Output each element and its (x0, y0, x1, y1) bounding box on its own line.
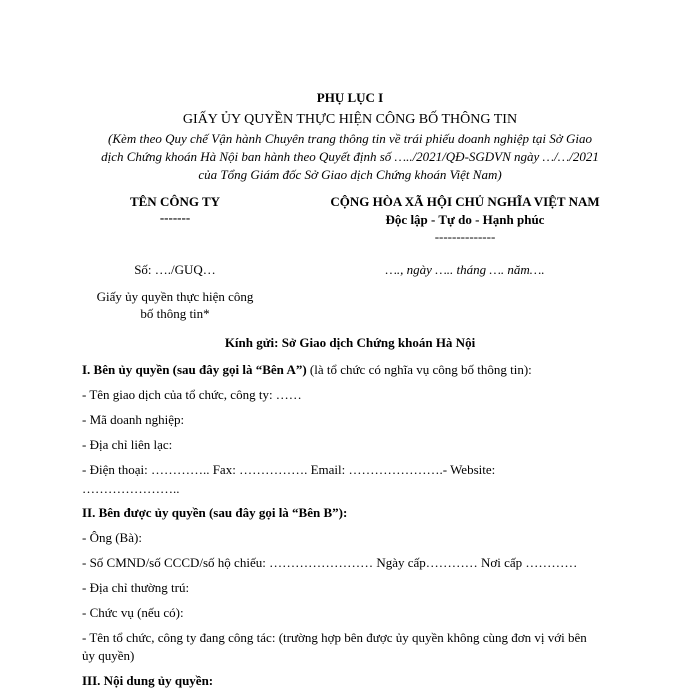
section-1-line-2: - Mã doanh nghiệp: (82, 412, 185, 427)
subtitle-line-2: dịch Chứng khoán Hà Nội ban hành theo Quyết định số …../2021/QĐ-SGDVN ngày …/…/2021 (101, 149, 599, 164)
document-title: GIẤY ỦY QUYỀN THỰC HIỆN CÔNG BỐ THÔNG TIN (182, 112, 518, 127)
company-dashes: ------- (159, 210, 191, 225)
country-name: CỘNG HÒA XÃ HỘI CHỦ NGHĨA VIỆT NAM (330, 194, 600, 209)
section-1-heading-rest: (là tổ chức có nghĩa vụ công bố thông tin): (306, 362, 532, 377)
document-date: …., ngày ….. tháng …. năm…. (385, 262, 545, 277)
motto-dashes: -------------- (434, 229, 496, 244)
section-1-heading-bold: I. Bên ủy quyền (sau đây gọi là “Bên A”) (82, 362, 307, 377)
section-2-line-6: ủy quyền) (82, 648, 135, 663)
section-1-line-5: ………………….. (82, 481, 180, 496)
section-1-line-4: - Điện thoại: ………….. Fax: ……………. Email: ………………….- Website: (82, 462, 496, 477)
section-1-line-1: - Tên giao dịch của tổ chức, công ty: …… (82, 387, 302, 402)
section-2-line-1: - Ông (Bà): (82, 530, 142, 545)
appendix-title: PHỤ LỤC I (316, 90, 384, 105)
subtitle-line-3: của Tổng Giám đốc Sở Giao dịch Chứng khoán Việt Nam) (198, 167, 502, 182)
section-2-line-5: - Tên tổ chức, công ty đang công tác: (trường hợp bên được ủy quyền không cùng đơn vị với bên (82, 630, 587, 645)
section-2-line-3: - Địa chỉ thường trú: (82, 580, 190, 595)
company-name: TÊN CÔNG TY (129, 194, 221, 209)
section-2-line-4: - Chức vụ (nếu có): (82, 605, 184, 620)
document-name-line-2: bố thông tin* (140, 306, 210, 321)
subtitle-line-1: (Kèm theo Quy chế Vận hành Chuyên trang thông tin về trái phiếu doanh nghiệp tại Sở Giao (108, 131, 592, 146)
document-name-line-1: Giấy ủy quyền thực hiện công (96, 289, 254, 304)
section-2-heading: II. Bên được ủy quyền (sau đây gọi là “Bên B”): (82, 505, 348, 520)
section-2-line-2: - Số CMND/số CCCD/số hộ chiếu: …………………… Ngày cấp………… Nơi cấp ………… (82, 555, 578, 570)
national-motto: Độc lập - Tự do - Hạnh phúc (385, 212, 545, 227)
section-1-line-3: - Địa chỉ liên lạc: (82, 437, 173, 452)
section-3-heading: III. Nội dung ủy quyền: (82, 673, 214, 688)
recipient: Kính gửi: Sở Giao dịch Chứng khoán Hà Nội (224, 335, 476, 350)
document-number: Số: …./GUQ… (134, 262, 216, 277)
section-1-heading (82, 362, 622, 379)
